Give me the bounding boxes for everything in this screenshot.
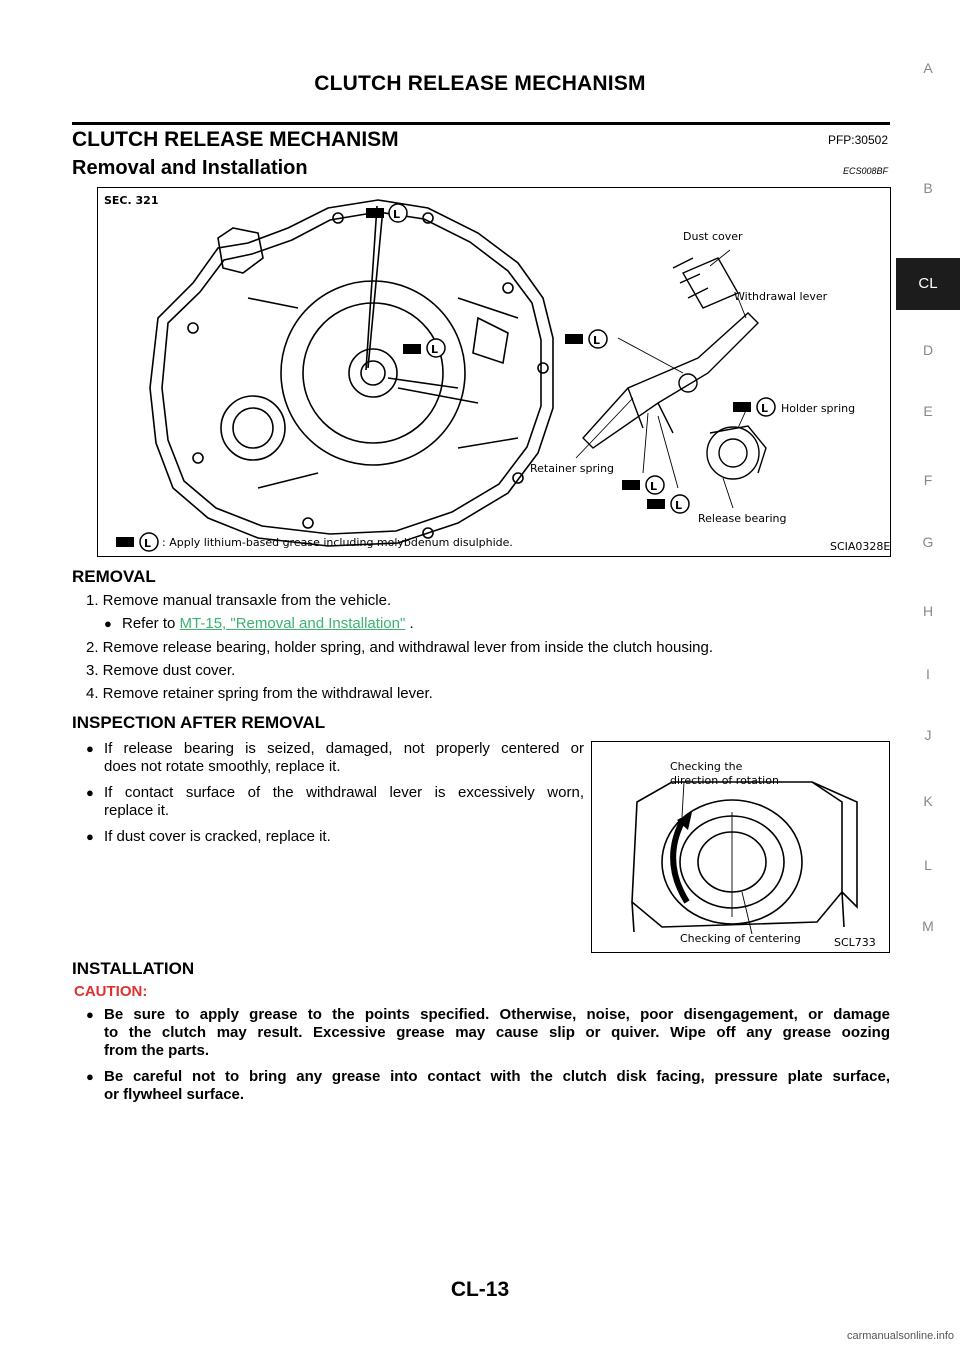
footer-watermark: carmanualsonline.info <box>841 1328 960 1344</box>
inspection-bullet-2-line-1: If contact surface of the withdrawal lever is excessively worn, <box>104 784 584 801</box>
bullet-icon: ● <box>86 829 94 844</box>
grease-letter: L <box>675 499 683 512</box>
refer-suffix: . <box>405 615 414 632</box>
side-tab-cl-active[interactable]: CL <box>896 258 960 310</box>
inspection-bullet-2-line-2: replace it. <box>104 802 170 819</box>
mt-15-link[interactable]: MT-15, "Removal and Installation" <box>179 615 406 632</box>
label-release-bearing: Release bearing <box>698 512 787 525</box>
grease-legend-text: : Apply lithium-based grease including molybdenum disulphide. <box>162 536 513 549</box>
refer-prefix: Refer to <box>122 615 180 632</box>
side-tab-d[interactable]: D <box>922 342 934 358</box>
side-tab-b[interactable]: B <box>923 180 933 196</box>
grease-letter: L <box>393 208 401 221</box>
refer-line <box>122 614 414 634</box>
removal-step-1: 1. Remove manual transaxle from the vehicle. <box>86 592 392 609</box>
removal-step-4: 4. Remove retainer spring from the withdrawal lever. <box>86 685 433 702</box>
grease-symbol-retainer <box>622 476 664 494</box>
subsection-title: Removal and Installation <box>72 157 308 179</box>
grease-letter: L <box>144 537 152 550</box>
label-dust-cover: Dust cover <box>683 230 743 243</box>
exploded-view-illustration <box>98 188 890 556</box>
grease-letter: L <box>761 402 769 415</box>
withdrawal-lever-drawing <box>583 313 758 448</box>
side-tab-l[interactable]: L <box>924 857 932 873</box>
install-bullet-1-line-1: Be sure to apply grease to the points specified. Otherwise, noise, poor disengagement, or damage <box>104 1006 890 1023</box>
install-bullet-2-line-1: Be careful not to bring any grease into contact with the clutch disk facing, pressure plate surface, <box>104 1068 890 1085</box>
side-tab-a[interactable]: A <box>923 60 933 76</box>
side-tab-i[interactable]: I <box>926 666 930 682</box>
label-retainer-spring: Retainer spring <box>530 462 615 475</box>
exploded-view-figure <box>97 187 891 557</box>
pfp-code: PFP:30502 <box>827 133 888 147</box>
caution-label: CAUTION: <box>74 983 148 1000</box>
ecs-code: ECS008BF <box>842 166 888 176</box>
installation-heading: INSTALLATION <box>72 959 195 978</box>
label-checking-rotation-2: direction of rotation <box>670 774 779 787</box>
install-bullet-1-line-2: to the clutch may result. Excessive grease may cause slip or quiver. Wipe off any grease oozing <box>104 1024 890 1041</box>
inspection-bullet-1-line-1: If release bearing is seized, damaged, not properly centered or <box>104 740 584 757</box>
transaxle-housing-drawing <box>150 200 553 546</box>
side-tab-j[interactable]: J <box>924 727 932 743</box>
grease-symbol-holder <box>733 398 775 416</box>
bullet-icon: ● <box>104 616 112 631</box>
figure-sec-label: SEC. 321 <box>104 194 159 207</box>
side-tab-e[interactable]: E <box>923 403 933 419</box>
inspection-bullet-3: If dust cover is cracked, replace it. <box>104 828 331 845</box>
figure-code: SCIA0328E <box>830 540 890 553</box>
grease-legend-symbol <box>116 533 158 551</box>
bullet-icon: ● <box>86 741 94 756</box>
leader-lines <box>682 782 752 934</box>
removal-step-3: 3. Remove dust cover. <box>86 662 236 679</box>
side-tab-h[interactable]: H <box>922 603 934 619</box>
label-checking-rotation-1: Checking the <box>670 760 743 773</box>
side-tab-g[interactable]: G <box>922 534 934 550</box>
side-tab-m[interactable]: M <box>922 918 934 934</box>
label-withdrawal-lever: Withdrawal lever <box>734 290 828 303</box>
grease-letter: L <box>593 334 601 347</box>
bullet-icon: ● <box>86 1007 94 1022</box>
bullet-icon: ● <box>86 1069 94 1084</box>
header-rule <box>72 122 890 125</box>
label-holder-spring: Holder spring <box>781 402 856 415</box>
release-bearing-check-illustration <box>592 742 889 952</box>
removal-heading: REMOVAL <box>72 567 156 586</box>
bullet-icon: ● <box>86 785 94 800</box>
install-bullet-1-line-3: from the parts. <box>104 1042 210 1059</box>
grease-letter: L <box>650 480 658 493</box>
figure-code: SCL733 <box>834 936 876 949</box>
grease-symbol-shaft <box>403 339 445 357</box>
dust-cover-drawing <box>673 258 738 308</box>
grease-symbol-bearing <box>647 495 689 513</box>
section-title: CLUTCH RELEASE MECHANISM <box>72 128 399 151</box>
release-bearing-drawing <box>632 782 857 932</box>
inspection-bullet-1-line-2: does not rotate smoothly, replace it. <box>104 758 341 775</box>
running-header: CLUTCH RELEASE MECHANISM <box>314 72 646 95</box>
label-checking-centering: Checking of centering <box>680 932 801 945</box>
release-bearing-drawing <box>707 426 766 479</box>
side-tab-k[interactable]: K <box>923 793 933 809</box>
removal-step-2: 2. Remove release bearing, holder spring, and withdrawal lever from inside the clutch housing. <box>86 639 714 656</box>
page-number: CL-13 <box>450 1278 510 1301</box>
grease-letter: L <box>431 343 439 356</box>
install-bullet-2-line-2: or flywheel surface. <box>104 1086 245 1103</box>
release-bearing-check-figure <box>591 741 890 953</box>
side-tab-f[interactable]: F <box>923 472 933 488</box>
grease-symbol-lever <box>565 330 607 348</box>
inspection-heading: INSPECTION AFTER REMOVAL <box>72 713 326 732</box>
